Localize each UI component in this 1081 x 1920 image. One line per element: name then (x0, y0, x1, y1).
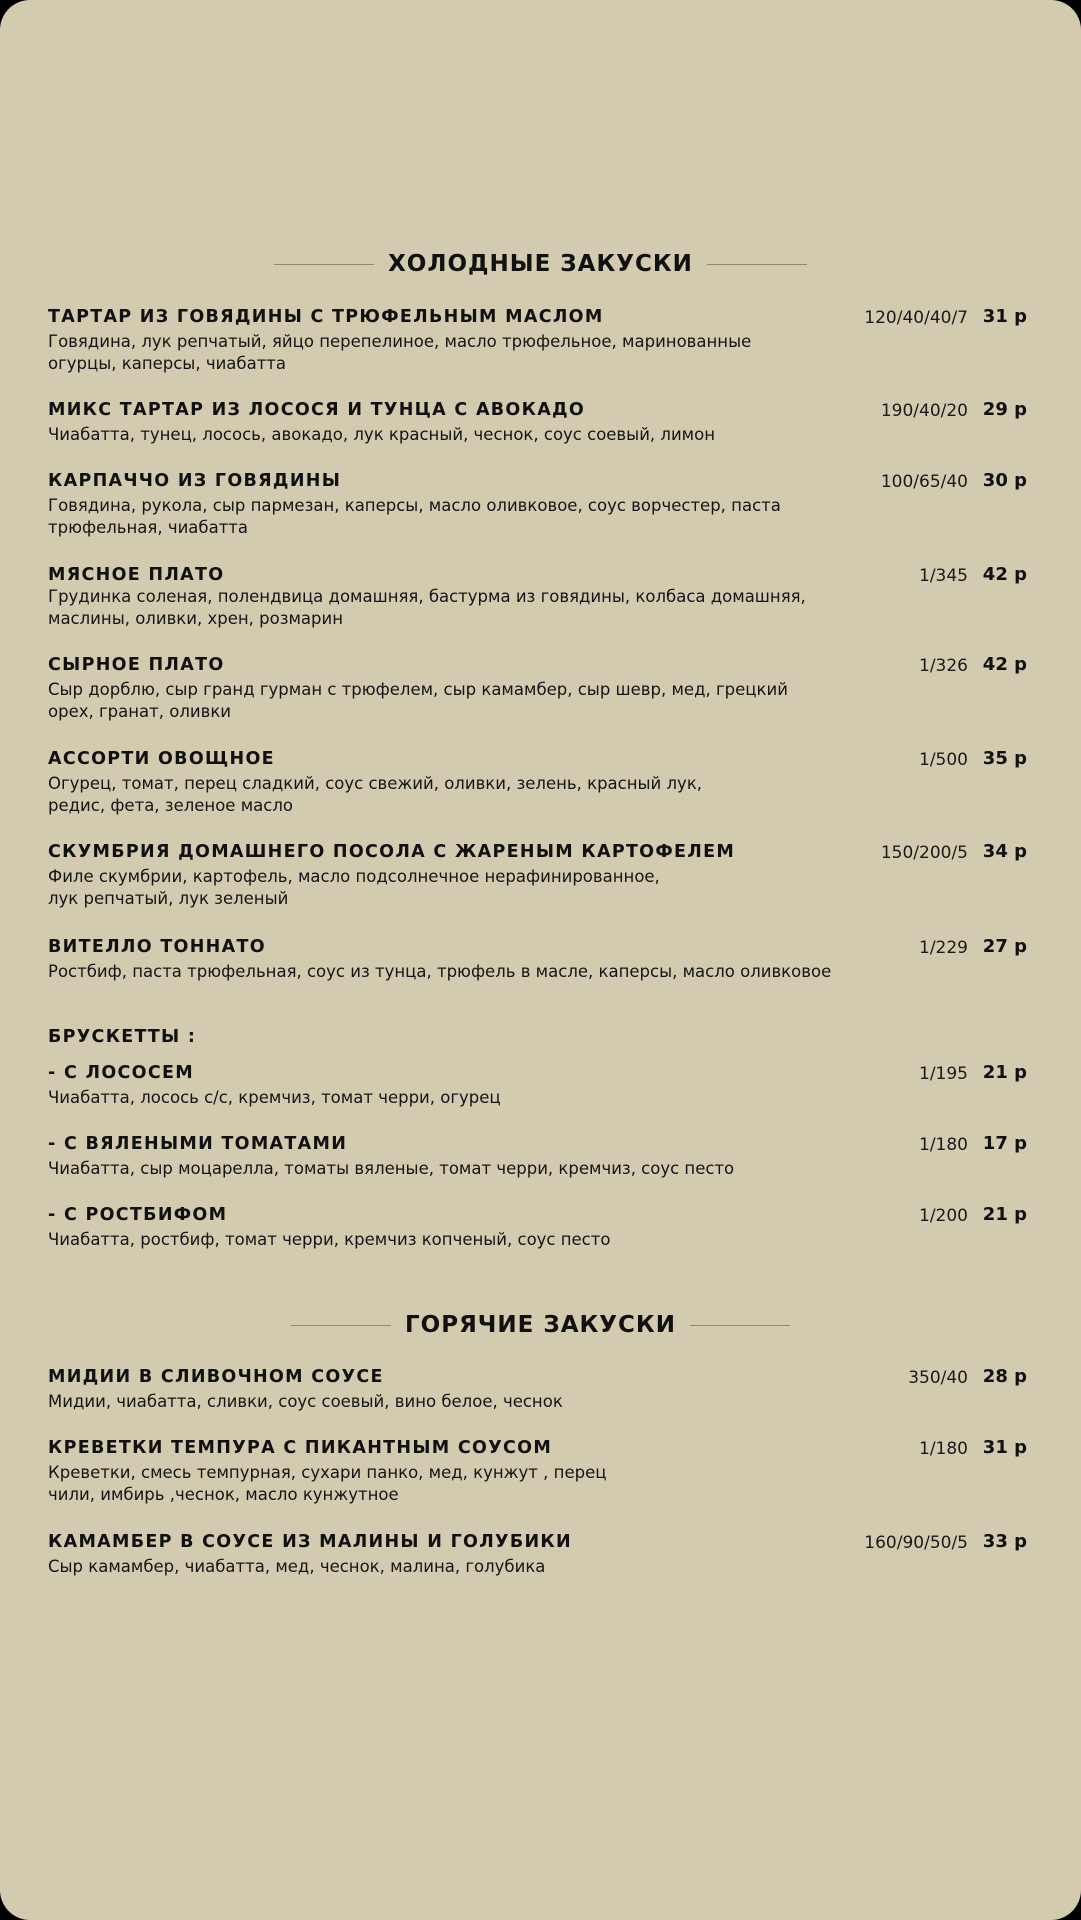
item-weight: 1/326 (919, 656, 968, 676)
item-price: 21 р (982, 1062, 1027, 1083)
item-weight: 350/40 (908, 1368, 968, 1388)
item-description: Чиабатта, ростбиф, томат черри, кремчиз копченый, соус песто (48, 1230, 611, 1249)
item-description: Ростбиф, паста трюфельная, соус из тунца, трюфель в масле, каперсы, масло оливковое (48, 962, 832, 981)
menu-item (48, 1437, 1033, 1506)
item-name: МЯСНОЕ ПЛАТО (48, 565, 225, 585)
item-price: 17 р (982, 1133, 1027, 1154)
item-name: - С РОСТБИФОМ (48, 1205, 228, 1225)
item-price: 31 р (982, 306, 1027, 327)
item-name: КАРПАЧЧО ИЗ ГОВЯДИНЫ (48, 471, 342, 491)
divider-line (274, 264, 374, 265)
menu-item (48, 748, 1033, 817)
item-weight: 1/500 (919, 750, 968, 770)
item-name: СКУМБРИЯ ДОМАШНЕГО ПОСОЛА С ЖАРЕНЫМ КАРТОФЕЛЕМ (48, 842, 736, 862)
item-price: 42 р (982, 564, 1027, 585)
item-name: КАМАМБЕР В СОУСЕ ИЗ МАЛИНЫ И ГОЛУБИКИ (48, 1532, 572, 1552)
menu-item (48, 399, 1033, 446)
item-weight: 160/90/50/5 (864, 1533, 968, 1553)
divider-line (291, 1325, 391, 1326)
section-header-hot (0, 1305, 1081, 1345)
menu-item (48, 306, 1033, 375)
item-description: Говядина, рукола, сыр пармезан, каперсы, масло оливковое, соус ворчестер, паста трюфельная, чиабатта (48, 496, 781, 537)
item-weight: 190/40/20 (880, 401, 968, 421)
section-title-cold: ХОЛОДНЫЕ ЗАКУСКИ (388, 251, 693, 277)
item-description: Сыр дорблю, сыр гранд гурман с трюфелем, сыр камамбер, сыр шевр, мед, грецкий орех, гранат, оливки (48, 680, 788, 721)
item-description: Чиабатта, сыр моцарелла, томаты вяленые, томат черри, кремчиз, соус песто (48, 1159, 735, 1178)
item-price: 21 р (982, 1204, 1027, 1225)
item-weight: 1/200 (919, 1206, 968, 1226)
item-description: Мидии, чиабатта, сливки, соус соевый, вино белое, чеснок (48, 1392, 563, 1411)
divider-line (690, 1325, 790, 1326)
item-name: ВИТЕЛЛО ТОННАТО (48, 937, 266, 957)
menu-item (48, 654, 1033, 723)
item-price: 28 р (982, 1366, 1027, 1387)
item-price: 42 р (982, 654, 1027, 675)
item-name: АССОРТИ ОВОЩНОЕ (48, 749, 275, 769)
item-name: МИДИИ В СЛИВОЧНОМ СОУСЕ (48, 1367, 384, 1387)
item-name: - С ВЯЛЕНЫМИ ТОМАТАМИ (48, 1134, 348, 1154)
item-weight: 1/180 (919, 1135, 968, 1155)
item-weight: 1/180 (919, 1439, 968, 1459)
item-price: 27 р (982, 936, 1027, 957)
item-description: Говядина, лук репчатый, яйцо перепелиное, масло трюфельное, маринованные огурцы, каперсы, чиабатта (48, 332, 752, 373)
item-description: Креветки, смесь темпурная, сухари панко, мед, кунжут , перец чили, имбирь ,чеснок, масло кунжутное (48, 1463, 607, 1504)
menu-item (48, 470, 1033, 539)
item-weight: 150/200/5 (880, 843, 968, 863)
menu-item (48, 1133, 1033, 1180)
menu-item (48, 1366, 1033, 1413)
menu-item (48, 1204, 1033, 1251)
divider-line (707, 264, 807, 265)
item-name: СЫРНОЕ ПЛАТО (48, 655, 225, 675)
item-weight: 1/345 (919, 566, 968, 586)
section-title-hot: ГОРЯЧИЕ ЗАКУСКИ (405, 1312, 676, 1338)
section-header-cold (0, 244, 1081, 284)
item-weight: 1/229 (919, 938, 968, 958)
item-name: ТАРТАР ИЗ ГОВЯДИНЫ С ТРЮФЕЛЬНЫМ МАСЛОМ (48, 307, 604, 327)
item-description: Огурец, томат, перец сладкий, соус свежий, оливки, зелень, красный лук, редис, фета, зеленое масло (48, 774, 703, 815)
item-name: КРЕВЕТКИ ТЕМПУРА С ПИКАНТНЫМ СОУСОМ (48, 1438, 553, 1458)
menu-item (48, 1062, 1033, 1109)
item-price: 29 р (982, 399, 1027, 420)
item-price: 34 р (982, 841, 1027, 862)
menu-item (48, 841, 1033, 910)
item-weight: 1/195 (919, 1064, 968, 1084)
item-weight: 100/65/40 (880, 472, 968, 492)
item-price: 35 р (982, 748, 1027, 769)
item-description: Филе скумбрии, картофель, масло подсолнечное нерафинированное, лук репчатый, лук зеленый (48, 867, 660, 908)
menu-item (48, 936, 1033, 983)
item-name: МИКС ТАРТАР ИЗ ЛОСОСЯ И ТУНЦА С АВОКАДО (48, 400, 586, 420)
menu-item (48, 564, 1033, 630)
item-description: Чиабатта, тунец, лосось, авокадо, лук красный, чеснок, соус соевый, лимон (48, 425, 716, 444)
item-name: - С ЛОСОСЕМ (48, 1063, 194, 1083)
menu-item (48, 1531, 1033, 1578)
item-price: 33 р (982, 1531, 1027, 1552)
item-description: Грудинка соленая, полендвица домашняя, бастурма из говядины, колбаса домашняя, маслины, оливки, хрен, розмарин (48, 587, 806, 628)
item-description: Чиабатта, лосось с/с, кремчиз, томат черри, огурец (48, 1088, 501, 1107)
item-weight: 120/40/40/7 (864, 308, 968, 328)
subsection-title-bruschetta: БРУСКЕТТЫ : (48, 1027, 197, 1047)
item-description: Сыр камамбер, чиабатта, мед, чеснок, малина, голубика (48, 1557, 546, 1576)
item-price: 30 р (982, 470, 1027, 491)
item-price: 31 р (982, 1437, 1027, 1458)
